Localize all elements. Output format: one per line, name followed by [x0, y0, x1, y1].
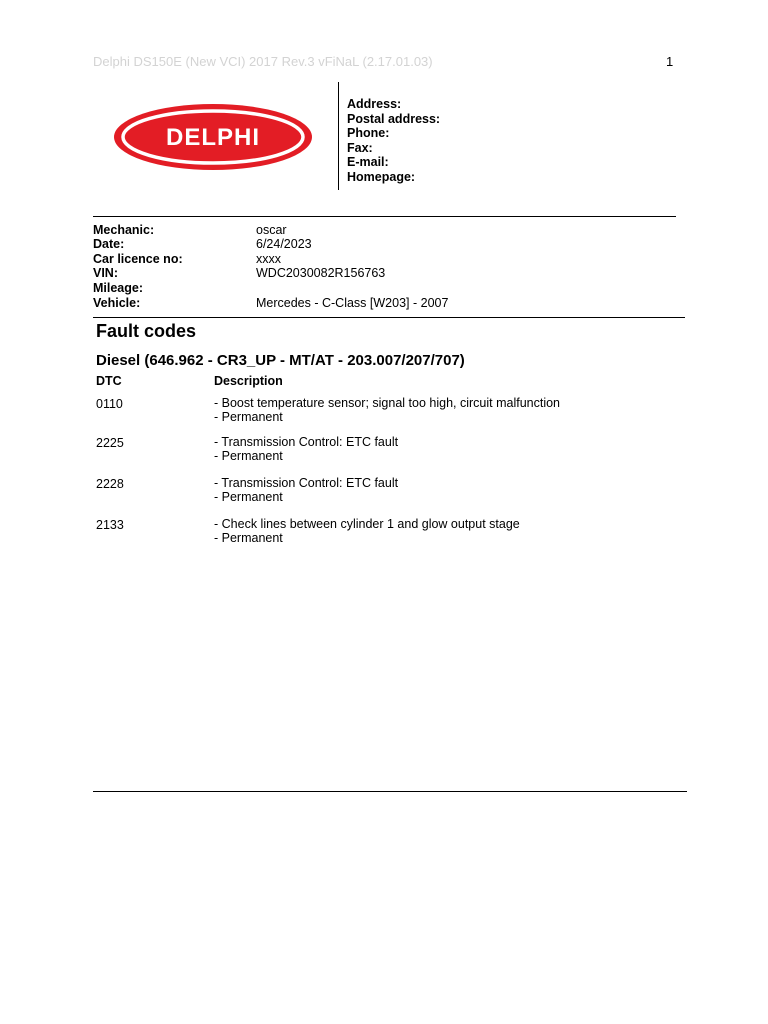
fax-label: Fax:	[347, 140, 373, 155]
ecu-heading: Diesel (646.962 - CR3_UP - MT/AT - 203.007/207/707)	[96, 352, 465, 369]
phone-label: Phone:	[347, 126, 390, 141]
header-divider	[338, 82, 339, 190]
homepage-label: Homepage:	[347, 169, 416, 184]
date-value: 6/24/2023	[256, 237, 312, 251]
car-licence-label: Car licence no:	[93, 252, 183, 266]
fault-description-text: - Check lines between cylinder 1 and glow output stage	[214, 517, 520, 531]
info-bottom-rule	[93, 317, 685, 318]
mechanic-label: Mechanic:	[93, 223, 155, 237]
logo-text: DELPHI	[165, 124, 261, 151]
fault-description	[214, 518, 520, 545]
contact-block	[347, 97, 440, 185]
vehicle-label: Vehicle:	[93, 296, 141, 310]
document-header-title: Delphi DS150E (New VCI) 2017 Rev.3 vFiNaL (2.17.01.03)	[93, 54, 433, 69]
email-label: E-mail:	[347, 155, 389, 170]
vehicle-value: Mercedes - C-Class [W203] - 2007	[256, 296, 449, 310]
footer-rule	[93, 791, 687, 792]
date-label: Date:	[93, 237, 125, 251]
address-label: Address:	[347, 97, 402, 111]
fault-description-text: - Boost temperature sensor; signal too high, circuit malfunction	[214, 396, 561, 410]
fault-code: 2228	[96, 477, 124, 491]
vin-value: WDC2030082R156763	[256, 266, 386, 280]
fault-code: 2133	[96, 518, 124, 532]
vin-label: VIN:	[93, 266, 118, 280]
info-top-rule	[93, 216, 676, 217]
fault-status: - Permanent	[214, 409, 283, 424]
mileage-label: Mileage:	[93, 281, 144, 295]
fault-description	[214, 397, 560, 424]
fault-description	[214, 477, 398, 504]
fault-code: 0110	[96, 397, 123, 411]
fault-code: 2225	[96, 436, 124, 450]
postal-address-label: Postal address:	[347, 111, 441, 126]
fault-status: - Permanent	[214, 489, 283, 504]
fault-codes-heading: Fault codes	[96, 321, 197, 341]
mechanic-value: oscar	[256, 223, 287, 237]
car-licence-value: xxxx	[256, 252, 281, 266]
description-column-header: Description	[214, 374, 283, 388]
dtc-column-header: DTC	[96, 374, 122, 388]
fault-description	[214, 436, 398, 463]
fault-description-text: - Transmission Control: ETC fault	[214, 435, 399, 449]
fault-description-text: - Transmission Control: ETC fault	[214, 476, 399, 490]
page-number: 1	[666, 54, 674, 69]
delphi-logo	[113, 103, 313, 171]
fault-status: - Permanent	[214, 530, 283, 545]
fault-status: - Permanent	[214, 448, 283, 463]
